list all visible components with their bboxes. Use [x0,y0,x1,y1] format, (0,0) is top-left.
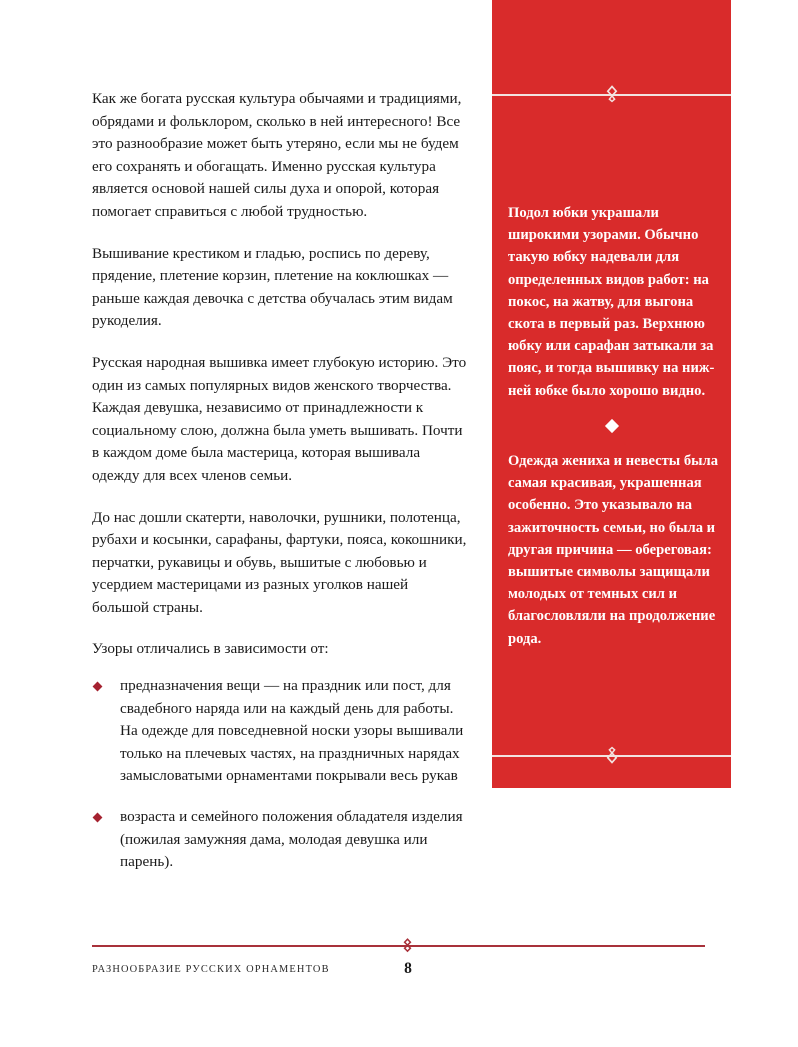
list-item-text: возраста и семейного положения обладателя изделия (пожилая замужняя дама, молодая девушка или парень). [120,808,463,871]
body-paragraph-2: Вышивание крестиком и гладью, роспись по дереву, прядение, плетение корзин, плетение на коклюшках — раньше каждая девочка с детства обучалась этим видам рукоделия. [92,244,453,330]
diamond-ornament-icon [603,85,621,103]
page-number: 8 [404,960,412,977]
footer-diamond-ornament-icon [399,938,416,955]
diamond-ornament-icon [603,746,621,764]
body-paragraph-3: Русская народная вышивка имеет глубокую историю. Это один из самых популярных видов женского творчества. Каждая девушка, независимо от принадлежности к социальному слою, должна была уметь вышивать. Почти в каждом доме была мастерица, которая вышивала одежду для всех членов семьи. [92,353,467,484]
small-diamond-divider-icon [604,419,618,433]
list-item [92,675,467,788]
diamond-bullet-icon [93,682,103,692]
body-paragraph-1: Как же богата русская культура обычаями и традициями, обрядами и фольклором, сколько в ней интересного! Все это разнообразие может быть утеряно, если мы не будем его сохранять и обогащать. Именно русская культура является основой нашей силы духа и опорой, которая помогает справиться с любой трудностью. [92,90,462,220]
sidebar-text-block-2: Одежда жениха и невесты была самая красивая, украшенная особенно. Это указывало на зажиточность семьи, но была и другая причина — обереговая: вышитые символы защищали молодых от темных сил и благословляли на продолжение рода. [508,453,719,647]
list-intro-line: Узоры отличались в зависимости от: [92,640,329,658]
body-paragraph-4: До нас дошли скатерти, наволочки, рушники, полотенца, рубахи и косынки, сарафаны, фартуки, пояса, кокошники, перчатки, рукавицы и обувь, вышитые с любовью и усердием мастерицами из разных уголков нашей большой страны. [92,508,467,616]
sidebar-text-block-1: Подол юбки украшали широкими узорами. Обычно такую юбку надевали для определенных видов работ: на покос, на жатву, для выгона скота в первый раз. Верхнюю юбку или сарафан затыкали за пояс, и тогда вышивку на нижней юбке было хорошо видно. [508,205,715,399]
list-item [92,806,467,874]
diamond-bullet-icon [93,813,103,823]
footer-caption: РАЗНООБРАЗИЕ РУССКИХ ОРНАМЕНТОВ [92,964,330,975]
list-item-text: предназначения вещи — на праздник или пост, для свадебного наряда или на каждый день для работы. На одежде для повседневной носки узоры вышивали только на плечевых частях, на праздничных нарядах замысловатыми орнаментами покрывали весь рукав [120,677,464,785]
ornament-criteria-list [92,675,467,874]
main-text-column [92,88,467,892]
